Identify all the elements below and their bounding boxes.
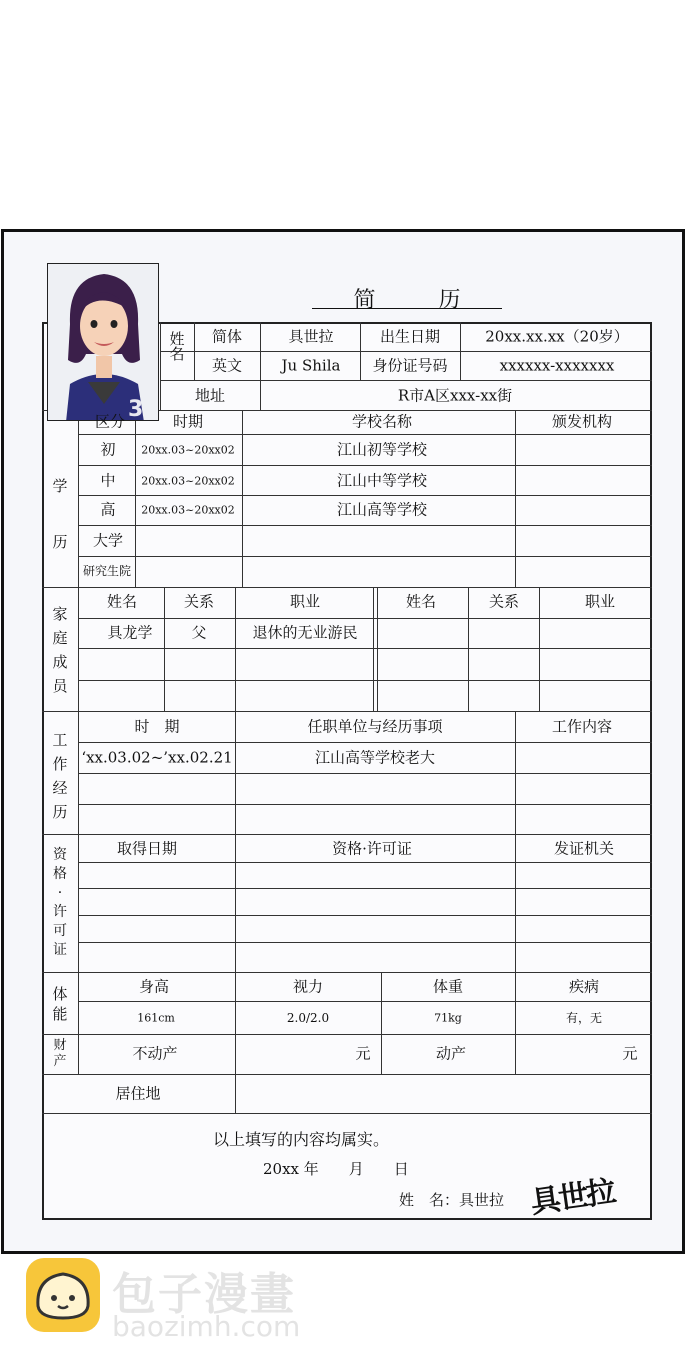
birth-date-label: 出生日期 — [379, 327, 441, 346]
english-name-label: 英文 — [211, 356, 243, 375]
family-header-name-2: 姓名 — [405, 592, 437, 611]
physical-header-weight: 体重 — [432, 977, 464, 996]
work-row-period: ‘xx.03.02~’xx.02.21 — [81, 748, 233, 767]
handwritten-signature: 具世拉 — [528, 1174, 617, 1221]
english-name-value: Ju Shila — [281, 356, 341, 375]
movable-assets-unit: 元 — [622, 1044, 638, 1063]
edu-row-level: 大学 — [92, 531, 124, 550]
watermark-brand: 包子漫畫 — [112, 1269, 296, 1320]
declaration-name: 姓 名：具世拉 — [399, 1191, 505, 1209]
svg-text:3: 3 — [128, 397, 144, 421]
residence-label: 居住地 — [115, 1084, 161, 1103]
family-header-job-2: 职业 — [584, 592, 616, 611]
license-header-license: 资格·许可证 — [332, 839, 412, 858]
family-header-name: 姓名 — [106, 592, 138, 611]
physical-value-vision: 2.0/2.0 — [286, 1011, 330, 1025]
license-section-label: 资格·许可证 — [53, 847, 67, 958]
birth-date-value: 20xx.xx.xx（20岁） — [485, 327, 629, 346]
edu-header-issuer: 颁发机构 — [551, 412, 613, 431]
physical-value-weight: 71kg — [434, 1011, 462, 1025]
resume-title: 简 历 — [312, 283, 502, 309]
name-label: 姓名 — [169, 330, 185, 363]
edu-row-school: 江山高等学校 — [336, 500, 428, 519]
real-estate-unit: 元 — [355, 1044, 371, 1063]
bun-mascot-icon — [26, 1258, 100, 1332]
physical-value-height: 161cm — [137, 1011, 175, 1025]
family-section-label: 家庭成员 — [52, 605, 68, 695]
physical-value-disease: 有，无 — [565, 1011, 603, 1025]
address-label: 地址 — [194, 386, 226, 405]
work-header-employer: 任职单位与经历事项 — [307, 717, 443, 736]
real-estate-label: 不动产 — [132, 1044, 178, 1063]
portrait-illustration — [48, 264, 159, 421]
physical-section-label: 体能 — [52, 985, 68, 1023]
physical-header-vision: 视力 — [292, 977, 324, 996]
declaration-statement: 以上填写的内容均属实。 — [213, 1130, 390, 1149]
simple-name-value: 具世拉 — [288, 327, 334, 346]
family-header-relation-2: 关系 — [488, 592, 520, 611]
family-header-job: 职业 — [289, 592, 321, 611]
edu-row-period: 20xx.03~20xx02 — [141, 443, 235, 457]
education-section-label: 学历 — [52, 477, 68, 551]
edu-row-school: 江山中等学校 — [336, 471, 428, 490]
edu-header-period: 时期 — [172, 412, 204, 431]
edu-row-period: 20xx.03~20xx02 — [141, 474, 235, 488]
license-header-authority: 发证机关 — [553, 839, 615, 858]
edu-header-level: 区分 — [94, 412, 126, 431]
id-number-value: xxxxxx-xxxxxxx — [499, 356, 615, 375]
work-section-label: 工作经历 — [52, 731, 68, 821]
edu-row-level: 高 — [100, 500, 116, 519]
family-member-name: 具龙学 — [107, 623, 153, 642]
simple-name-label: 简体 — [211, 327, 243, 346]
physical-header-height: 身高 — [138, 977, 170, 996]
family-member-job: 退休的无业游民 — [252, 623, 358, 642]
id-number-label: 身份证号码 — [372, 356, 448, 375]
physical-header-disease: 疾病 — [568, 977, 600, 996]
work-header-period: 时 期 — [134, 717, 180, 736]
work-row-employer: 江山高等学校老大 — [314, 748, 436, 767]
edu-row-level: 中 — [100, 471, 116, 490]
edu-row-level: 初 — [100, 440, 116, 459]
edu-row-level: 研究生院 — [82, 564, 132, 578]
assets-section-label: 财产 — [53, 1038, 67, 1069]
watermark-logo — [26, 1258, 100, 1332]
movable-assets-label: 动产 — [435, 1044, 467, 1063]
profile-photo — [47, 263, 159, 421]
family-header-relation: 关系 — [183, 592, 215, 611]
watermark-url: baozimh.com — [112, 1310, 301, 1343]
edu-row-period: 20xx.03~20xx02 — [141, 503, 235, 517]
license-header-date: 取得日期 — [116, 839, 178, 858]
family-member-relation: 父 — [191, 623, 207, 642]
edu-row-school: 江山初等学校 — [336, 440, 428, 459]
address-value: R市A区xxx-xx街 — [397, 386, 513, 405]
edu-header-school: 学校名称 — [351, 412, 413, 431]
declaration-date: 20xx 年 月 日 — [263, 1160, 409, 1178]
work-header-duties: 工作内容 — [551, 717, 613, 736]
